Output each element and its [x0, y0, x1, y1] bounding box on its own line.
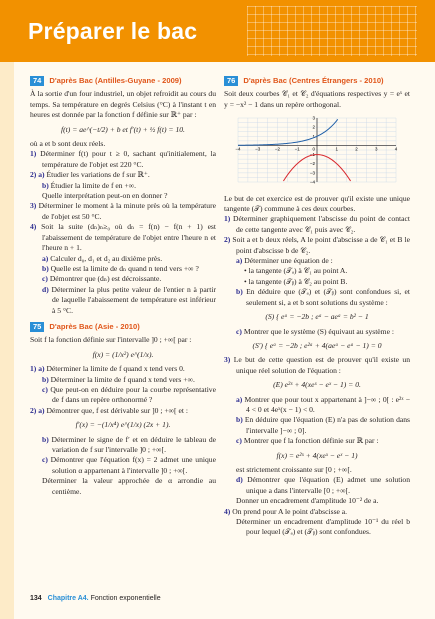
question-3: 3) Le but de cette question est de prouver qu'il existe un unique réel solution de l'équation : [224, 355, 410, 375]
y-tick-label: −2 [309, 161, 315, 167]
y-tick-label: −4 [309, 179, 315, 185]
formula: f(t) = ae^(−t/2) + b et f′(t) + ½ f(t) = 10. [61, 124, 185, 134]
question-1c: c) Que peut-on en déduire pour la courbe représentative de f dans un repère orthonormé ? [42, 384, 216, 405]
exercise-intro: Soit f la fonction définie sur l'intervalle ]0 ; +∞[ par : [30, 335, 192, 345]
y-tick-label: −3 [309, 170, 315, 176]
exercise-number: 74 [30, 76, 44, 86]
curves-graph [232, 114, 402, 186]
y-tick-label: 3 [312, 115, 315, 121]
x-tick-label: 3 [374, 146, 378, 152]
y-tick-label: 2 [312, 124, 315, 130]
question-4-note: Déterminer un encadrement d'amplitude 10⁻¹ du réel b pour lequel (𝒯ₐ) et (𝒯ᵦ) sont confondues. [236, 517, 410, 537]
exercise-title: D'après Bac (Asie - 2010) [49, 321, 140, 331]
exercise-74-header [30, 76, 216, 86]
question-3a: a) Montrer que pour tout x appartenant à ]−∞ ; 0[ : e²ˣ − 4 < 0 et 4eˣ(x − 1) < 0. [236, 394, 410, 414]
question-1b: b) Déterminer la limite de f quand x tend vers +∞. [42, 374, 195, 384]
question-1: 1) Déterminer f(t) pour t ≥ 0, sachant qu'initialement, la température de l'objet est 220 °C. [30, 149, 216, 169]
question-2c-note: Déterminer la valeur approchée de α arrondie au centième. [42, 476, 216, 496]
question-2: 2) Soit a et b deux réels, A le point d'abscisse a de 𝒞₁ et B le point d'abscisse b de 𝒞₂. [224, 235, 410, 255]
exercise-76-header [224, 76, 410, 86]
question-4c: c) Démontrer que (dₙ) est décroissante. [42, 274, 162, 284]
question-3c: c) Montrer que f la fonction définie sur ℝ par : [236, 436, 379, 446]
origin-label: 0 [312, 146, 315, 152]
exercise-75-header [30, 322, 216, 332]
formula: f′(x) = −(1/x⁴) e^(1/x) (2x + 1). [75, 420, 171, 430]
left-column [30, 74, 216, 497]
x-tick-label: −2 [274, 146, 281, 152]
question-4: 4) On prend pour A le point d'abscisse a. [224, 506, 348, 516]
question-4a: a) Calculer d₀, d₁ et d₂ au dixième près. [42, 253, 163, 263]
page-number: 134 [30, 595, 42, 602]
system-s-prime: (S′) { eᵃ = −2b ; e²ᵃ + 4(aeᵃ − eᵃ − 1) = 0 [252, 340, 382, 350]
question-3: 3) Déterminer le moment à la minute près où la température de l'objet est 50 °C. [30, 201, 216, 221]
series-curve [238, 120, 338, 146]
x-tick-label: 1 [335, 146, 339, 152]
question-2a: 2) a) Étudier les variations de f sur ℝ⁺. [30, 170, 150, 180]
x-tick-label: 4 [394, 146, 398, 152]
y-tick-label: 1 [312, 134, 315, 140]
x-tick-label: 2 [355, 146, 358, 152]
x-tick-label: −4 [235, 146, 241, 152]
question-2b-note: Quelle interprétation peut-on en donner ? [42, 191, 168, 201]
question-1: 1) Déterminer graphiquement l'abscisse du point de contact de cette tangente avec 𝒞₁ puis avec 𝒞₂. [224, 214, 410, 234]
exercise-intro: À la sortie d'un four industriel, un objet refroidit au cours du temps. Sa température en degrés Celsius (°C) à l'instant t en heures est donnée par la fonction f définie sur ℝ⁺ par : [30, 89, 216, 120]
x-tick-label: −3 [255, 146, 261, 152]
page-header [0, 0, 435, 62]
question-4d: d) Déterminer la plus petite valeur de l'entier n à partir de laquelle l'abaissement de température est inférieur à 5 °C. [42, 284, 216, 315]
question-3b: b) En déduire que l'équation (E) n'a pas de solution dans l'intervalle ]−∞ ; 0]. [236, 415, 410, 435]
y-tick-label: −1 [309, 152, 315, 158]
question-3d-note: Donner un encadrement d'amplitude 10⁻² de a. [236, 496, 379, 506]
exercise-number: 75 [30, 322, 44, 332]
chapter-title: Fonction exponentielle [90, 595, 161, 602]
question-2b: b) Déterminer le signe de f′ et en déduire le tableau de variation de f sur l'intervalle ]0 ; +∞[. [42, 434, 216, 454]
question-2b: b) Étudier la limite de f en +∞. [42, 180, 137, 190]
question-2b: b) En déduire que (𝒯ₐ) et (𝒯ᵦ) sont confondues si, et seulement si, a et b sont solutions du système : [236, 287, 410, 307]
chapter-label: Chapitre A4. [47, 595, 89, 602]
question-2c: c) Démontrer que l'équation f(x) = 2 admet une unique solution α appartenant à l'intervalle ]0 ; +∞[. [42, 455, 216, 475]
x-tick-label: −1 [294, 146, 300, 152]
page-footer [30, 595, 161, 602]
question-3d: d) Démontrer que l'équation (E) admet une solution unique a dans l'intervalle [0 ; +∞[. [236, 475, 411, 495]
exercise-number: 76 [224, 76, 238, 86]
exercise-title: D'après Bac (Centres Étrangers - 2010) [243, 76, 384, 85]
question-2a: 2) a) Démontrer que, f est dérivable sur ]0 ; +∞[ et : [30, 405, 188, 415]
equation-e: (E) e²ˣ + 4(xeˣ − eˣ − 1) = 0. [273, 380, 361, 390]
question-1a: 1) a) Déterminer la limite de f quand x tend vers 0. [30, 364, 185, 374]
header-grid-decoration [247, 6, 417, 56]
left-margin-band [0, 62, 14, 619]
question-2a-bullet-1: • la tangente (𝒯ₐ) à 𝒞₁ au point A. [244, 266, 348, 276]
question-2a-bullet-2: • la tangente (𝒯ᵦ) à 𝒞₂ au point B. [244, 276, 348, 286]
question-3c-note: est strictement croissante sur [0 ; +∞[. [236, 464, 352, 474]
question-2a: a) Déterminer une équation de : [236, 256, 333, 266]
formula: f(x) = e²ˣ + 4(xeˣ − eˣ − 1) [276, 450, 358, 460]
right-column [224, 74, 410, 538]
system-s: (S) { eᵃ = −2b ; eᵃ − aeᵃ = b² − 1 [265, 312, 369, 322]
question-2c: c) Montrer que le système (S) équivaut au système : [236, 326, 394, 336]
exercise-intro: Soit deux courbes 𝒞₁ et 𝒞₂ d'équations respectives y = eˣ et y = −x² − 1 dans un repère orthogonal. [224, 89, 410, 109]
question-4b: b) Quelle est la limite de dₙ quand n tend vers +∞ ? [42, 263, 199, 273]
formula: f(x) = (1/x²) e^(1/x). [92, 349, 154, 359]
exercise-goal: Le but de cet exercice est de prouver qu'il existe une unique tangente (𝒯) commune à ces deux courbes. [224, 193, 410, 214]
constants-note: où a et b sont deux réels. [30, 139, 106, 149]
page-title: Préparer le bac [28, 18, 198, 44]
exercise-title: D'après Bac (Antilles-Guyane - 2009) [49, 76, 182, 85]
question-4: 4) Soit la suite (dₙ)ₙ≥₀ où dₙ = f(n) − f(n + 1) est l'abaissement de température de l'objet entre l'heure n et l'heure n + 1. [30, 222, 216, 253]
